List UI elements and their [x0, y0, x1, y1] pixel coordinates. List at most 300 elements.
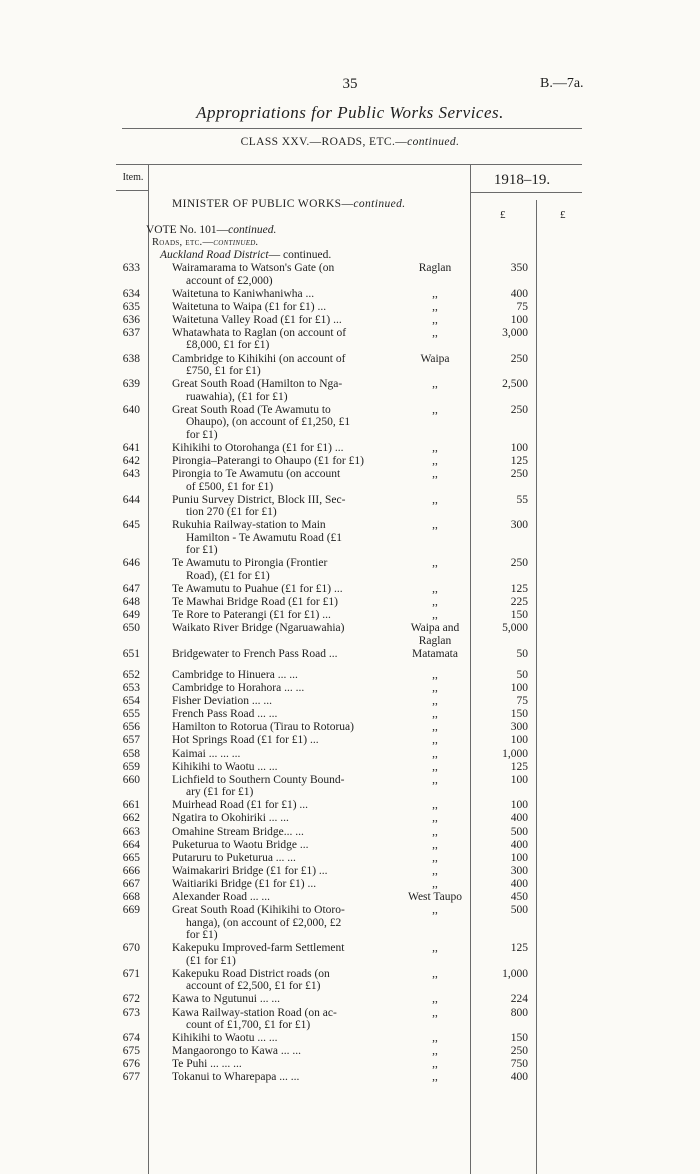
district-line: ,,	[432, 993, 438, 1006]
item-number: 659	[122, 760, 140, 773]
amount: 400	[510, 838, 528, 851]
district-line: ,,	[432, 609, 438, 622]
item-description	[172, 695, 404, 708]
item-number: 667	[122, 877, 140, 890]
description-line: hanga), (on account of £2,000, £2	[186, 916, 342, 929]
item-number: 648	[122, 596, 140, 608]
amount: 125	[510, 760, 528, 773]
table-row	[0, 1032, 700, 1045]
amount: 300	[510, 864, 528, 877]
district-line: ,,	[432, 378, 438, 391]
description-line: Hamilton to Rotorua (Tirau to Rotorua)	[172, 721, 354, 734]
electoral-district	[396, 708, 474, 721]
electoral-district	[396, 557, 474, 570]
table-row	[0, 734, 700, 747]
table-row	[0, 378, 700, 403]
description-line: Whatawhata to Raglan (on account of	[172, 326, 347, 339]
electoral-district	[396, 262, 474, 275]
amount: 400	[510, 1071, 528, 1084]
amount: 225	[510, 596, 528, 608]
table-row	[0, 904, 700, 942]
description-line: Kihikihi to Waotu ... ...	[172, 1032, 278, 1045]
table-row	[0, 468, 700, 493]
item-description	[172, 812, 404, 825]
item-number: 674	[122, 1032, 140, 1045]
item-description	[172, 648, 404, 661]
item-description	[172, 1007, 404, 1032]
item-description	[172, 583, 404, 596]
district-line: ,,	[432, 1006, 438, 1019]
description-line: (£1 for £1)	[186, 954, 236, 967]
electoral-district	[396, 839, 474, 852]
item-description	[172, 682, 404, 695]
item-description	[172, 826, 404, 839]
vote-main: VOTE No. 101—	[146, 224, 229, 236]
item-number: 653	[122, 682, 140, 694]
item-column-header: Item.	[122, 172, 144, 183]
vote-cont: continued.	[228, 224, 277, 236]
amount: 100	[510, 313, 528, 326]
table-row	[0, 774, 700, 799]
description-line: for £1)	[186, 929, 218, 942]
description-line: Putaruru to Puketurua ... ...	[172, 851, 296, 864]
amount: 125	[510, 942, 528, 955]
table-row	[0, 288, 700, 301]
table-row	[0, 812, 700, 825]
district-line: Waipa and	[410, 622, 460, 635]
amount: 100	[510, 799, 528, 812]
description-line: for £1)	[186, 544, 218, 557]
item-description	[172, 774, 404, 799]
district-line: ,,	[432, 454, 438, 467]
electoral-district	[396, 812, 474, 825]
electoral-district	[396, 761, 474, 774]
table-row	[0, 1045, 700, 1058]
electoral-district	[396, 774, 474, 787]
electoral-district	[396, 378, 474, 391]
description-line: Lichfield to Southern County Bound-	[172, 773, 345, 786]
item-description	[172, 609, 404, 622]
table-row	[0, 721, 700, 734]
description-line: Mangaorongo to Kawa ... ...	[172, 1045, 302, 1058]
page-title: Appropriations for Public Works Services.	[196, 103, 504, 122]
description-line: Wairamarama to Watson's Gate (on	[172, 262, 335, 274]
item-number: 657	[122, 734, 140, 747]
item-number: 636	[122, 313, 140, 326]
amount: 1,000	[502, 747, 528, 760]
description-line: Kihikihi to Waotu ... ...	[172, 760, 278, 773]
electoral-district	[396, 442, 474, 455]
description-line: for £1)	[186, 428, 218, 441]
district-line: ,,	[432, 721, 438, 734]
electoral-district	[396, 1045, 474, 1058]
table-row	[0, 1007, 700, 1032]
amount: 3,000	[502, 326, 528, 339]
amount: 300	[510, 721, 528, 734]
class-title-cont: continued.	[407, 136, 460, 148]
description-line: Cambridge to Horahora ... ...	[172, 682, 305, 694]
amount: 100	[510, 441, 528, 454]
item-description	[172, 622, 404, 635]
amount: 50	[516, 668, 528, 681]
electoral-district	[396, 891, 474, 904]
table-row	[0, 826, 700, 839]
total-currency-symbol: £	[560, 209, 566, 221]
amount: 5,000	[502, 622, 528, 635]
item-description	[172, 1032, 404, 1045]
item-number: 645	[122, 519, 140, 532]
table-row	[0, 748, 700, 761]
district-line: ,,	[432, 942, 438, 955]
district-line: ,,	[432, 668, 438, 681]
item-number: 669	[122, 904, 140, 917]
item-description	[172, 557, 404, 582]
description-line: Te Rore to Paterangi (£1 for £1) ...	[172, 609, 331, 622]
description-line: Kawa to Ngutunui ... ...	[172, 993, 280, 1006]
district-line: ,,	[432, 403, 438, 416]
district-line: ,,	[432, 747, 438, 760]
district-line: ,,	[432, 300, 438, 313]
description-line: Muirhead Road (£1 for £1) ...	[172, 799, 309, 812]
table-row	[0, 494, 700, 519]
description-line: £8,000, £1 for £1)	[186, 339, 270, 352]
description-line: Waikato River Bridge (Ngaruawahia)	[172, 622, 345, 635]
item-description	[172, 288, 404, 301]
section-title-main: MINISTER OF PUBLIC WORKS—	[172, 198, 354, 210]
item-number: 642	[122, 454, 140, 467]
district-line: ,,	[432, 596, 438, 608]
description-line: Waitetuna to Kaniwhaniwha ...	[172, 287, 315, 300]
table-row	[0, 1058, 700, 1071]
description-line: Cambridge to Hinuera ... ...	[172, 668, 298, 681]
item-number: 644	[122, 493, 140, 506]
item-description	[172, 839, 404, 852]
page-reference: B.—7a.	[540, 76, 584, 91]
electoral-district	[396, 622, 474, 647]
electoral-district	[396, 748, 474, 761]
table-row	[0, 557, 700, 582]
description-line: Puketurua to Waotu Bridge ...	[172, 838, 309, 851]
description-line: Waitetuna to Waipa (£1 for £1) ...	[172, 300, 327, 313]
item-number: 646	[122, 557, 140, 570]
table-row	[0, 648, 700, 661]
district-line: ,,	[432, 1071, 438, 1084]
description-line: Cambridge to Kihikihi (on account of	[172, 352, 346, 365]
amount: 100	[510, 682, 528, 694]
description-line: Alexander Road ... ...	[172, 891, 271, 903]
description-line: Pirongia–Paterangi to Ohaupo (£1 for £1)	[172, 454, 364, 467]
amount: 400	[510, 812, 528, 825]
item-description	[172, 442, 404, 455]
item-number: 663	[122, 825, 140, 838]
district-cont: — continued.	[268, 249, 332, 261]
electoral-district	[396, 609, 474, 622]
district-line: ,,	[432, 838, 438, 851]
description-line: Ohaupo), (on account of £1,250, £1	[186, 416, 351, 429]
district-line: ,,	[432, 851, 438, 864]
electoral-district	[396, 799, 474, 812]
electoral-district	[396, 1032, 474, 1045]
item-number: 634	[122, 287, 140, 300]
item-description	[172, 596, 404, 609]
item-number: 633	[122, 262, 140, 274]
table-row	[0, 799, 700, 812]
table-row	[0, 669, 700, 682]
amount: 500	[510, 904, 528, 917]
table-row	[0, 404, 700, 442]
item-description	[172, 942, 404, 967]
electoral-district	[396, 648, 474, 661]
district-line: Raglan	[418, 634, 452, 647]
table-row	[0, 519, 700, 557]
item-number: 650	[122, 622, 140, 635]
district-line: ,,	[432, 1032, 438, 1045]
item-description	[172, 404, 404, 442]
description-line: Pirongia to Te Awamutu (on account	[172, 468, 341, 480]
page-number: 35	[342, 76, 358, 92]
item-number: 671	[122, 967, 140, 980]
electoral-district	[396, 301, 474, 314]
description-line: Te Awamutu to Pirongia (Frontier	[172, 557, 328, 570]
roads-main: Roads, etc.—	[152, 237, 214, 248]
table-row	[0, 968, 700, 993]
item-number: 641	[122, 441, 140, 454]
amount: 100	[510, 851, 528, 864]
electoral-district	[396, 669, 474, 682]
description-line: Waitiariki Bridge (£1 for £1) ...	[172, 877, 317, 890]
district-line: Waipa	[420, 352, 450, 365]
description-line: Great South Road (Te Awamutu to	[172, 403, 331, 416]
table-row	[0, 878, 700, 891]
electoral-district	[396, 734, 474, 747]
description-line: Kawa Railway-station Road (on ac-	[172, 1006, 337, 1019]
item-description	[172, 669, 404, 682]
amount: 2,500	[502, 378, 528, 391]
item-number: 638	[122, 352, 140, 365]
electoral-district	[396, 968, 474, 981]
table-row	[0, 262, 700, 287]
description-line: Omahine Stream Bridge... ...	[172, 825, 304, 838]
item-description	[172, 734, 404, 747]
district-line: ,,	[432, 1045, 438, 1058]
description-line: Great South Road (Hamilton to Nga-	[172, 378, 343, 391]
amount: 100	[510, 734, 528, 747]
description-line: Te Puhi ... ... ...	[172, 1058, 242, 1071]
description-line: ary (£1 for £1)	[186, 786, 254, 799]
item-number: 662	[122, 812, 140, 825]
electoral-district	[396, 1007, 474, 1020]
table-row	[0, 708, 700, 721]
item-description	[172, 761, 404, 774]
table-row	[0, 583, 700, 596]
item-number: 640	[122, 403, 140, 416]
item-description	[172, 1045, 404, 1058]
description-line: French Pass Road ... ...	[172, 708, 278, 721]
amount: 300	[510, 519, 528, 532]
description-line: Kihikihi to Otorohanga (£1 for £1) ...	[172, 441, 344, 454]
district-line: ,,	[432, 967, 438, 980]
amount: 500	[510, 825, 528, 838]
district-line: ,,	[432, 904, 438, 917]
description-line: Puniu Survey District, Block III, Sec-	[172, 493, 346, 506]
district-line: Matamata	[412, 647, 458, 660]
item-description	[172, 494, 404, 519]
electoral-district	[396, 682, 474, 695]
electoral-district	[396, 596, 474, 609]
electoral-district	[396, 865, 474, 878]
amount: 75	[516, 695, 528, 708]
description-line: Tokanui to Wharepapa ... ...	[172, 1071, 300, 1084]
item-number: 652	[122, 668, 140, 681]
table-row	[0, 682, 700, 695]
table-row	[0, 993, 700, 1006]
amount-currency-symbol: £	[500, 209, 506, 221]
item-number: 673	[122, 1006, 140, 1019]
item-description	[172, 865, 404, 878]
electoral-district	[396, 494, 474, 507]
description-line: Ngatira to Okohiriki ... ...	[172, 812, 289, 825]
year-column-header: 1918–19.	[493, 172, 551, 188]
item-number: 665	[122, 851, 140, 864]
amount: 250	[510, 557, 528, 570]
description-line: Waitetuna Valley Road (£1 for £1) ...	[172, 313, 342, 326]
district-line: ,,	[432, 734, 438, 747]
district-line: West Taupo	[408, 891, 462, 903]
electoral-district	[396, 314, 474, 327]
description-line: Waimakariri Bridge (£1 for £1) ...	[172, 864, 328, 877]
item-description	[172, 799, 404, 812]
district-line: ,,	[432, 582, 438, 595]
description-line: Rukuhia Railway-station to Main	[172, 519, 326, 532]
description-line: Kakepuku Road District roads (on	[172, 967, 330, 980]
amount: 250	[510, 468, 528, 480]
section-title-cont: continued.	[353, 198, 406, 210]
electoral-district	[396, 852, 474, 865]
electoral-district	[396, 327, 474, 340]
item-number: 676	[122, 1058, 140, 1071]
amount: 350	[510, 262, 528, 274]
item-description	[172, 519, 404, 557]
item-description	[172, 327, 404, 352]
electoral-district	[396, 353, 474, 366]
description-line: Te Awamutu to Puahue (£1 for £1) ...	[172, 582, 343, 595]
table-row	[0, 314, 700, 327]
amount: 150	[510, 609, 528, 622]
district-line: ,,	[432, 326, 438, 339]
amount: 800	[510, 1006, 528, 1019]
item-description	[172, 878, 404, 891]
table-row	[0, 301, 700, 314]
item-number: 668	[122, 891, 140, 903]
table-row	[0, 327, 700, 352]
description-line: tion 270 (£1 for £1)	[186, 506, 277, 519]
electoral-district	[396, 404, 474, 417]
item-description	[172, 904, 404, 942]
amount: 750	[510, 1058, 528, 1071]
electoral-district	[396, 695, 474, 708]
electoral-district	[396, 1058, 474, 1071]
electoral-district	[396, 942, 474, 955]
district-line: ,,	[432, 760, 438, 773]
district-line: ,,	[432, 441, 438, 454]
district-line: ,,	[432, 519, 438, 532]
item-description	[172, 1058, 404, 1071]
district-line: Raglan	[418, 262, 452, 274]
item-number: 658	[122, 747, 140, 760]
item-description	[172, 993, 404, 1006]
item-description	[172, 468, 404, 493]
electoral-district	[396, 721, 474, 734]
amount: 50	[516, 647, 528, 660]
item-number: 651	[122, 647, 140, 660]
item-description	[172, 455, 404, 468]
table-row	[0, 865, 700, 878]
table-row	[0, 1071, 700, 1084]
item-number: 666	[122, 864, 140, 877]
item-number: 649	[122, 609, 140, 622]
district-line: ,,	[432, 825, 438, 838]
district-line: ,,	[432, 695, 438, 708]
district-line: ,,	[432, 468, 438, 480]
electoral-district	[396, 519, 474, 532]
item-number: 664	[122, 838, 140, 851]
item-description	[172, 378, 404, 403]
table-row	[0, 622, 700, 647]
district-line: ,,	[432, 773, 438, 786]
item-number: 637	[122, 326, 140, 339]
description-line: £750, £1 for £1)	[186, 365, 261, 377]
item-number: 639	[122, 378, 140, 391]
district-line: ,,	[432, 1058, 438, 1071]
district-line: ,,	[432, 493, 438, 506]
electoral-district	[396, 904, 474, 917]
electoral-district	[396, 993, 474, 1006]
district-line: ,,	[432, 557, 438, 570]
description-line: Kakepuku Improved-farm Settlement	[172, 942, 345, 955]
district-line: ,,	[432, 864, 438, 877]
amount: 450	[510, 891, 528, 903]
table-row	[0, 455, 700, 468]
electoral-district	[396, 826, 474, 839]
electoral-district	[396, 878, 474, 891]
class-title-main: CLASS XXV.—ROADS, ETC.—	[240, 136, 408, 148]
description-line: Bridgewater to French Pass Road ...	[172, 647, 338, 660]
amount: 125	[510, 582, 528, 595]
item-number: 677	[122, 1071, 140, 1084]
district-line: ,,	[432, 708, 438, 721]
description-line: ruawahia), (£1 for £1)	[186, 390, 288, 403]
item-number: 655	[122, 708, 140, 721]
amount: 150	[510, 708, 528, 721]
item-number: 643	[122, 468, 140, 480]
amount: 125	[510, 454, 528, 467]
district-line: ,,	[432, 682, 438, 694]
table-row	[0, 852, 700, 865]
description-line: of £500, £1 for £1)	[186, 480, 274, 493]
amount: 55	[516, 493, 528, 506]
item-description	[172, 852, 404, 865]
item-description	[172, 1071, 404, 1084]
item-description	[172, 301, 404, 314]
description-line: account of £2,000)	[186, 274, 273, 287]
district-line: ,,	[432, 287, 438, 300]
electoral-district	[396, 583, 474, 596]
district-name: Auckland Road District	[160, 249, 269, 261]
description-line: Road), (£1 for £1)	[186, 569, 270, 582]
item-description	[172, 748, 404, 761]
item-number: 661	[122, 799, 140, 812]
roads-cont: continued.	[213, 237, 259, 248]
